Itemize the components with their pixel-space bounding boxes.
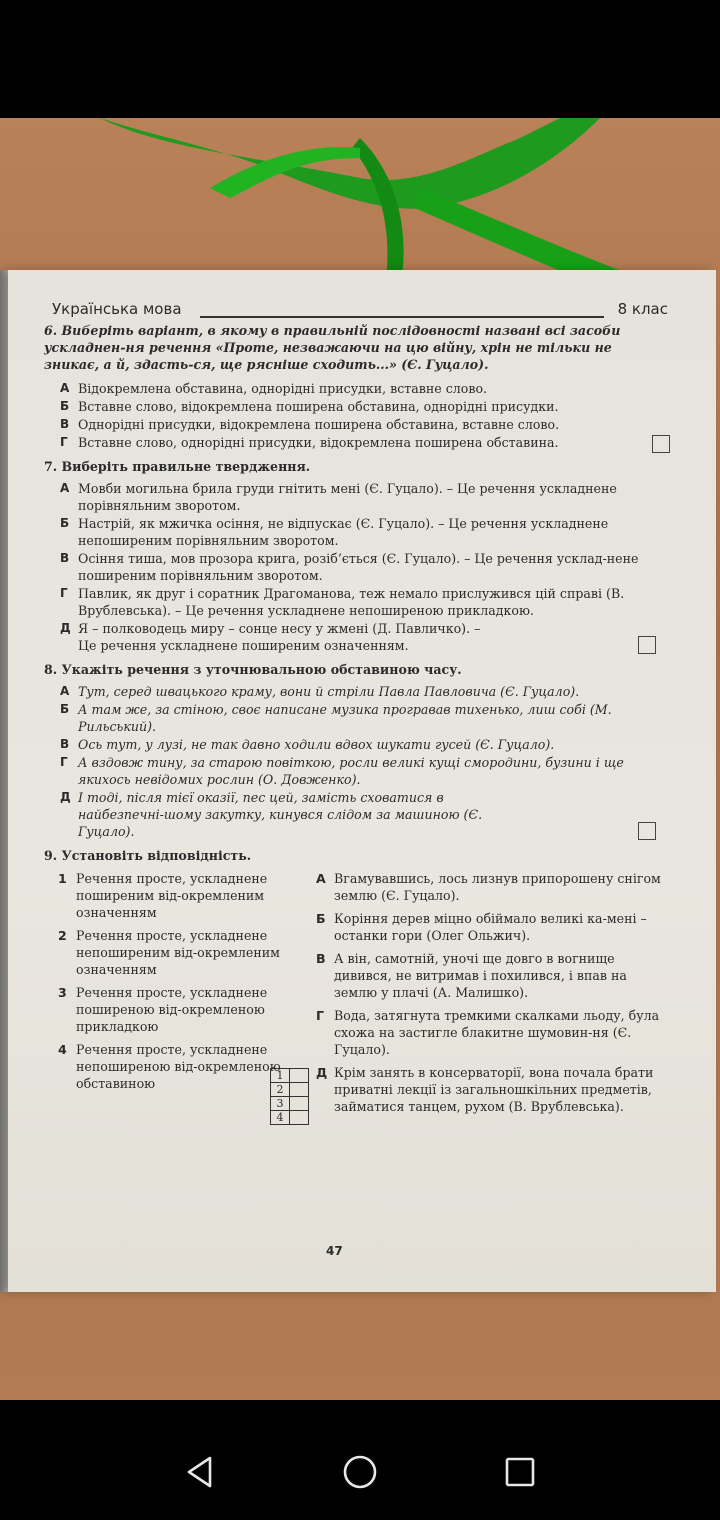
grid-cell[interactable] (290, 1111, 309, 1125)
question-8-title: 8. Укажіть речення з уточнювальною обставиною часу. (44, 662, 462, 677)
match-left-1: 1 Речення просте, ускладнене поширеним від-окремленим означенням (58, 871, 268, 920)
grid-cell[interactable] (290, 1097, 309, 1111)
header-rule (200, 316, 604, 318)
q7-option-c: В Осіння тиша, мов прозора крига, розіб’ється (Є. Гуцало). – Це речення усклад-нене поширеним порівняльним зворотом. (60, 551, 639, 583)
q8-option-c: В Ось тут, у лузі, не так давно ходили вдвох шукати гусей (Є. Гуцало). (60, 737, 555, 752)
q8-option-e: Д І тоді, після тієї оказії, пес цей, замість сховатися в найбезпечні-шому закутку, кинувся слідом за машиною (Є. Гуцало). (60, 790, 483, 839)
grid-cell[interactable] (290, 1083, 309, 1097)
question-7-title: 7. Виберіть правильне твердження. (44, 459, 311, 474)
page-content (44, 322, 670, 1150)
recent-icon (504, 1456, 536, 1488)
q8-option-d: Г А вздовж тину, за старою повіткою, росли великі кущі смородини, бузини і ще якихось невідомих рослин (О. Довженко). (60, 755, 624, 787)
match-right-d: Г Вода, затягнута тремкими скалками льоду, була схожа на застигле блакитне шумовин-ня (Є. Гуцало). (316, 1008, 660, 1057)
q7-option-e: Д Я – полководець миру – сонце несу у жмені (Д. Павличко). – Це речення ускладнене поширеним означенням. (60, 621, 481, 653)
q8-option-a: А Тут, серед швацького краму, вони й стріли Павла Павловича (Є. Гуцало). (60, 684, 580, 699)
green-ribbon (0, 118, 720, 288)
match-left-2: 2 Речення просте, ускладнене непоширеним від-окремленим означенням (58, 928, 280, 977)
question-9 (44, 847, 670, 1150)
grid-cell[interactable] (290, 1069, 309, 1083)
matching-block (44, 870, 670, 1150)
match-right-e: Д Крім занять в консерваторії, вона почала брати приватні лекції із загальношкільних предметів, займатися танцем, рухом (В. Врублевська). (316, 1065, 654, 1114)
back-icon (184, 1455, 216, 1489)
grade-label: 8 клас (617, 300, 668, 318)
page-number: 47 (326, 1244, 343, 1258)
grid-row-label: 2 (271, 1083, 290, 1097)
book-page (8, 270, 716, 1292)
q8-option-b: Б А там же, за стіною, своє написане музика програвав тихенько, лиш собі (М. Рильський). (60, 702, 612, 734)
recent-apps-button[interactable] (498, 1450, 542, 1494)
question-6 (44, 322, 670, 451)
match-left-3: 3 Речення просте, ускладнене поширеною від-окремленою прикладкою (58, 985, 268, 1034)
grid-row-label: 1 (271, 1069, 290, 1083)
match-right-c: В А він, самотній, уночі ще довго в вогнище дивився, не витримав і похилився, і впав на землю у плачі (А. Малишко). (316, 951, 627, 1000)
q6-option-d: Г Вставне слово, однорідні присудки, відокремлена поширена обставина. (60, 435, 559, 450)
q7-option-d: Г Павлик, як друг і соратник Драгоманова, теж немало прислужився цій справі (В. Врублевська). – Це речення ускладнене непоширеною прикладкою. (60, 586, 625, 618)
grid-row-label: 4 (271, 1111, 290, 1125)
match-right-a: А Вгамувавшись, лось лизнув припорошену снігом землю (Є. Гуцало). (316, 871, 661, 903)
q8-answer-box[interactable] (638, 822, 656, 840)
home-button[interactable] (338, 1450, 382, 1494)
q6-answer-box[interactable] (652, 435, 670, 453)
match-right-b: Б Коріння дерев міцно обіймало великі ка-мені – останки гори (Олег Ольжич). (316, 911, 647, 943)
question-7 (44, 458, 670, 654)
q6-option-a: А Відокремлена обставина, однорідні присудки, вставне слово. (60, 381, 488, 396)
q6-option-c: В Однорідні присудки, відокремлена поширена обставина, вставне слово. (60, 417, 560, 432)
match-left-4: 4 Речення просте, ускладнене непоширеною від-окремленою обставиною (58, 1042, 281, 1091)
matching-left-column (54, 870, 286, 1098)
q7-option-b: Б Настрій, як мжичка осіння, не відпускає (Є. Гуцало). – Це речення ускладнене непоширеним порівняльним зворотом. (60, 516, 609, 548)
question-6-title: 6. Виберіть варіант, в якому в правильній послідовності названі всі засоби ускладнен-ня речення «Проте, незважаючи на цю війну, хрін не тільки не зникає, а й, здасть-ся, ще рясніше сходить...» (Є. Гуцало). (44, 323, 621, 372)
page-header (52, 300, 668, 324)
question-9-title: 9. Установіть відповідність. (44, 848, 252, 863)
home-icon (342, 1454, 378, 1490)
matching-right-column (312, 870, 672, 1121)
q7-answer-box[interactable] (638, 636, 656, 654)
question-8 (44, 661, 670, 840)
q6-option-b: Б Вставне слово, відокремлена поширена обставина, однорідні присудки. (60, 399, 559, 414)
subject-title: Українська мова (52, 300, 182, 318)
answer-grid (270, 1068, 309, 1125)
q7-option-a: А Мовби могильна брила груди гнітить мені (Є. Гуцало). – Це речення ускладнене порівняльним зворотом. (60, 481, 617, 513)
grid-row-label: 3 (271, 1097, 290, 1111)
back-button[interactable] (178, 1450, 222, 1494)
